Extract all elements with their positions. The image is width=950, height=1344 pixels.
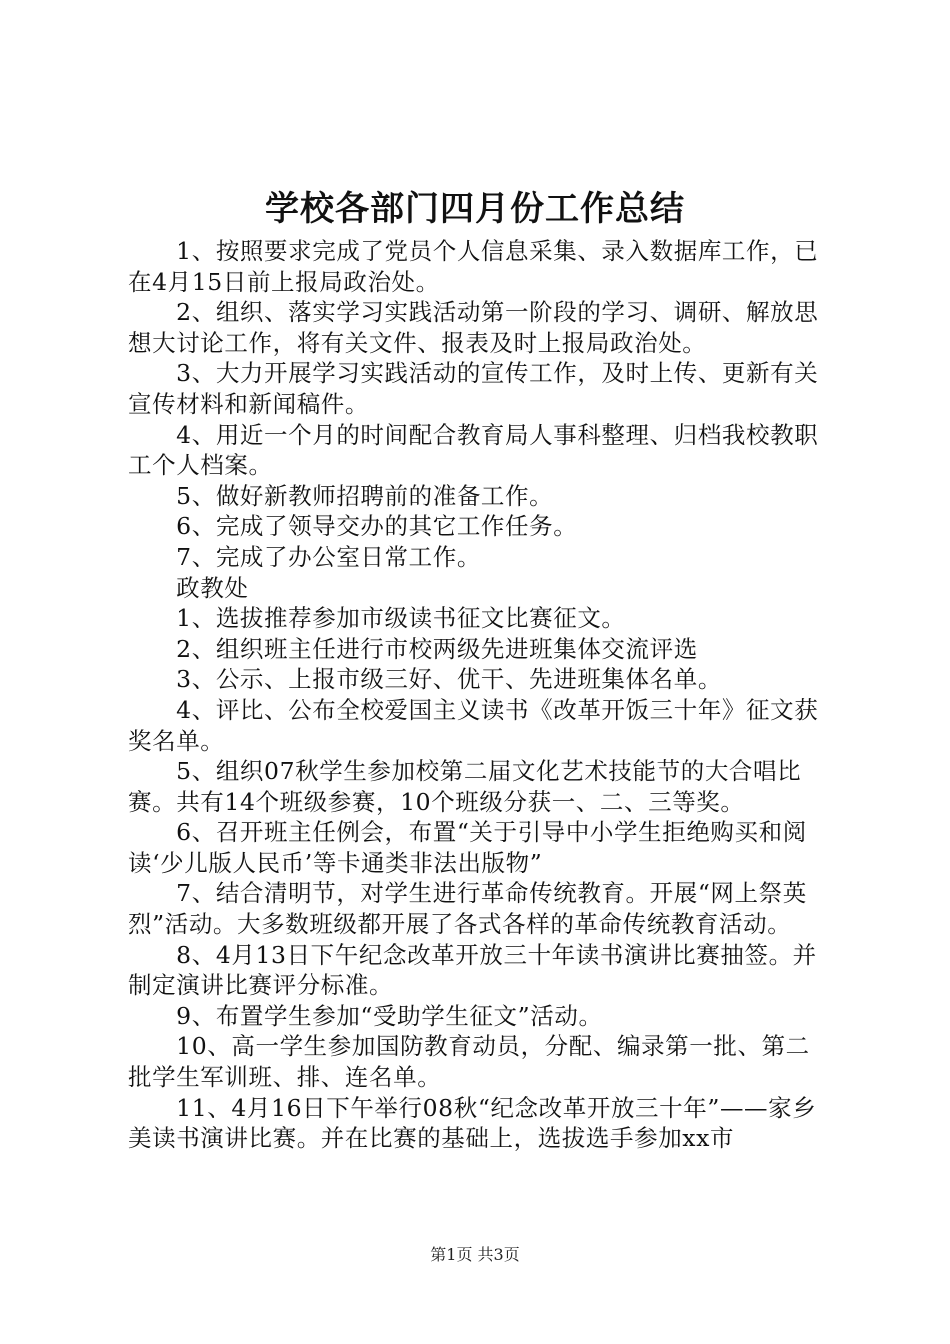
paragraph: 1、按照要求完成了党员个人信息采集、录入数据库工作，已在4月15日前上报局政治处。 xyxy=(128,237,819,296)
paragraph: 11、4月16日下午举行08秋“纪念改革开放三十年”——家乡美读书演讲比赛。并在比赛的基础上，选拔选手参加xx市 xyxy=(128,1093,817,1153)
paragraph: 2、组织、落实学习实践活动第一阶段的学习、调研、解放思想大讨论工作，将有关文件、报表及时上报局政治处。 xyxy=(128,298,819,357)
paragraph: 1、选拔推荐参加市级读书征文比赛征文。 xyxy=(176,604,626,633)
page-number-footer: 第1页 共3页 xyxy=(430,1245,520,1264)
paragraph: 3、大力开展学习实践活动的宣传工作，及时上传、更新有关宣传材料和新闻稿件。 xyxy=(128,359,819,418)
paragraph: 7、结合清明节，对学生进行革命传统教育。开展“网上祭英烈”活动。大多数班级都开展了各式各样的革命传统教育活动。 xyxy=(128,879,807,939)
paragraph: 5、组织07秋学生参加校第二届文化艺术技能节的大合唱比赛。共有14个班级参赛，10个班级分获一、二、三等奖。 xyxy=(128,757,802,816)
paragraph: 6、召开班主任例会，布置“关于引导中小学生拒绝购买和阅读‘少儿版人民币’等卡通类非法出版物” xyxy=(128,818,807,877)
document-body xyxy=(128,236,832,1154)
section-heading: 政教处 xyxy=(176,573,249,602)
paragraph: 7、完成了办公室日常工作。 xyxy=(176,542,481,571)
paragraph: 9、布置学生参加“受助学生征文”活动。 xyxy=(176,1001,603,1030)
paragraph: 5、做好新教师招聘前的准备工作。 xyxy=(176,481,554,510)
paragraph: 6、完成了领导交办的其它工作任务。 xyxy=(176,512,578,541)
paragraph: 4、评比、公布全校爱国主义读书《改革开饭三十年》征文获奖名单。 xyxy=(128,695,819,755)
paragraph: 10、高一学生参加国防教育动员，分配、编录第一批、第二批学生军训班、排、连名单。 xyxy=(128,1032,810,1092)
paragraph: 4、用近一个月的时间配合教育局人事科整理、归档我校教职工个人档案。 xyxy=(128,420,819,480)
paragraph: 3、公示、上报市级三好、优干、先进班集体名单。 xyxy=(176,665,722,694)
paragraph: 8、4月13日下午纪念改革开放三十年读书演讲比赛抽签。并制定演讲比赛评分标准。 xyxy=(128,940,817,1000)
document-title: 学校各部门四月份工作总结 xyxy=(265,189,685,229)
paragraph: 2、组织班主任进行市校两级先进班集体交流评选 xyxy=(176,634,698,663)
